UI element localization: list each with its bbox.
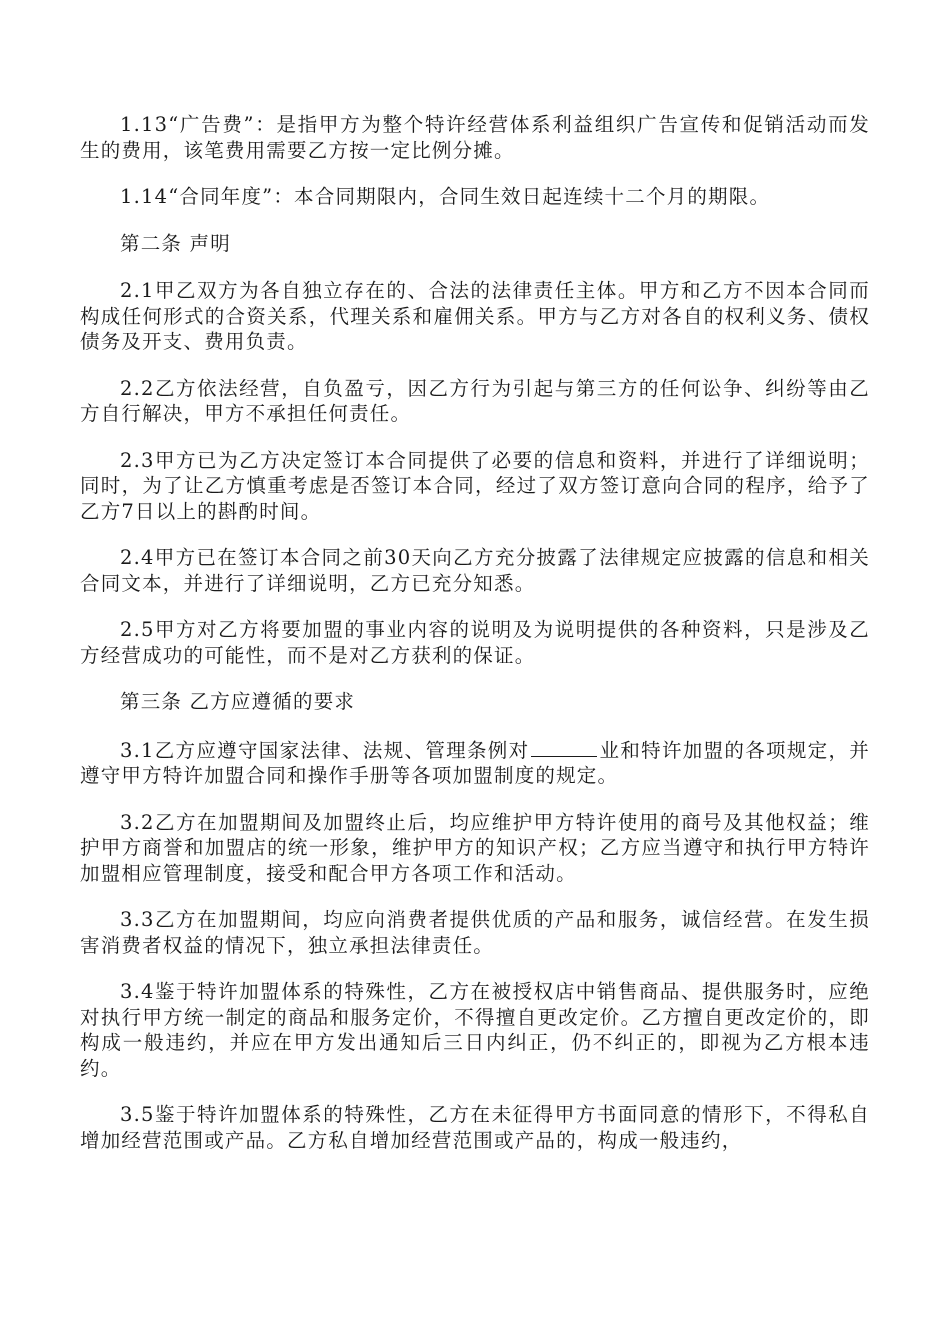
clause-2-3: 2.3甲方已为乙方决定签订本合同提供了必要的信息和资料，并进行了详细说明；同时，为了让乙方慎重考虑是否签订本合同，经过了双方签订意向合同的程序，给予了乙方7日以上的斟酌时间。 xyxy=(80,448,870,523)
clause-3-5: 3.5鉴于特许加盟体系的特殊性，乙方在未征得甲方书面同意的情形下，不得私自增加经营范围或产品。乙方私自增加经营范围或产品的，构成一般违约， xyxy=(80,1103,870,1152)
clause-2-2: 2.2乙方依法经营，自负盈亏，因乙方行为引起与第三方的任何讼争、纠纷等由乙方自行解决，甲方不承担任何责任。 xyxy=(80,376,870,425)
document-page xyxy=(80,112,870,1174)
clause-2-5: 2.5甲方对乙方将要加盟的事业内容的说明及为说明提供的各种资料，只是涉及乙方经营成功的可能性，而不是对乙方获利的保证。 xyxy=(80,618,870,667)
clause-3-2: 3.2乙方在加盟期间及加盟终止后，均应维护甲方特许使用的商号及其他权益；维护甲方商誉和加盟店的统一形象，维护甲方的知识产权；乙方应当遵守和执行甲方特许加盟相应管理制度，接受和配合甲方各项工作和活动。 xyxy=(80,810,870,885)
clause-3-4: 3.4鉴于特许加盟体系的特殊性，乙方在被授权店中销售商品、提供服务时，应绝对执行甲方统一制定的商品和服务定价，不得擅自更改定价。乙方擅自更改定价的，即构成一般违约，并应在甲方发出通知后三日内纠正，仍不纠正的，即视为乙方根本违约。 xyxy=(80,980,870,1080)
clause-2-1: 2.1甲乙双方为各自独立存在的、合法的法律责任主体。甲方和乙方不因本合同而构成任何形式的合资关系，代理关系和雇佣关系。甲方与乙方对各自的权利义务、债权债务及开支、费用负责。 xyxy=(80,279,870,353)
clause-3-1-text-before: 3.1乙方应遵守国家法律、法规、管理条例对 xyxy=(120,738,530,762)
article-2-heading: 第二条 声明 xyxy=(120,231,231,255)
clause-2-4: 2.4甲方已在签订本合同之前30天向乙方充分披露了法律规定应披露的信息和相关合同文本，并进行了详细说明，乙方已充分知悉。 xyxy=(80,546,870,595)
clause-3-1-text-after: 业和特许加盟的各项规定，并遵守甲方特许加盟合同和操作手册等各项加盟制度的规定。 xyxy=(80,738,870,787)
clause-3-1 xyxy=(80,737,870,789)
clause-1-14: 1.14“合同年度”：本合同期限内，合同生效日起连续十二个月的期限。 xyxy=(120,185,771,208)
article-3-heading: 第三条 乙方应遵循的要求 xyxy=(120,690,356,713)
fill-in-blank xyxy=(531,737,597,757)
clause-3-3: 3.3乙方在加盟期间，均应向消费者提供优质的产品和服务，诚信经营。在发生损害消费者权益的情况下，独立承担法律责任。 xyxy=(80,908,870,957)
clause-1-13: 1.13“广告费”：是指甲方为整个特许经营体系利益组织广告宣传和促销活动而发生的费用，该笔费用需要乙方按一定比例分摊。 xyxy=(80,113,870,162)
